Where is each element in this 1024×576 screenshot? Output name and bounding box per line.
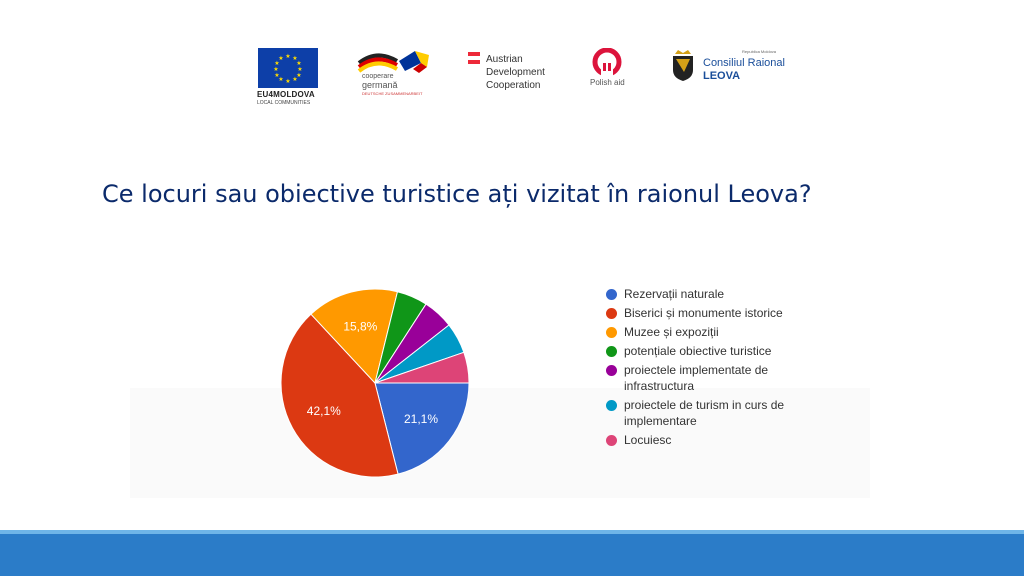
germana-label: germană [362,80,398,90]
eu-flag-icon [258,48,318,88]
svg-text:★: ★ [292,56,298,62]
leova-coat-of-arms-icon [670,50,696,82]
partner-logos [0,40,1024,120]
pie-slice-label-2: 15,8% [343,319,378,334]
legend-item-1 [606,305,826,321]
legend-item-6 [606,432,826,448]
legend-item-3 [606,343,826,359]
legend-swatch-0 [606,289,617,300]
legend-swatch-3 [606,346,617,357]
legend-label-0: Rezervații naturale [624,287,725,301]
legend-label-5: proiectele de turism in curs de implementare [624,398,785,428]
legend-item-5 [606,397,826,429]
svg-text:★: ★ [285,79,291,85]
german-cooperation-icon [357,49,435,73]
svg-text:★: ★ [296,61,302,67]
local-communities-label: LOCAL COMMUNITIES [257,100,311,106]
legend-swatch-5 [606,400,617,411]
footer-bar [0,530,1024,576]
legend-item-4 [606,362,826,394]
republica-moldova-label: Republica Moldova [742,49,777,54]
svg-text:★: ★ [296,73,302,79]
legend-swatch-6 [606,435,617,446]
deutsche-zusammenarbeit-label: DEUTSCHE ZUSAMMENARBEIT [362,91,423,96]
austrian-flag-icon [468,52,480,64]
legend-label-4: proiectele implementate de infrastructura [624,363,769,393]
svg-text:★: ★ [273,67,279,73]
svg-text:★: ★ [278,56,284,62]
leova-label: LEOVA [703,70,741,82]
pie-slice-label-1: 42,1% [306,403,341,418]
polish-aid-icon [592,48,622,76]
pie-slice-label-0: 21,1% [403,411,439,426]
svg-text:★: ★ [274,61,280,67]
legend-label-3: potențiale obiective turistice [624,344,772,358]
consiliul-raional-label: Consiliul Raional [703,57,785,69]
legend-label-2: Muzee și expoziții [624,325,719,339]
polish-aid-label: Polish aid [590,78,625,87]
svg-text:★: ★ [292,77,298,83]
pie-chart [270,283,480,483]
chart-legend [606,286,826,451]
legend-item-0 [606,286,826,302]
legend-swatch-2 [606,327,617,338]
eu4moldova-label: EU4MOLDOVA [257,90,315,99]
legend-label-1: Biserici și monumente istorice [624,306,783,320]
legend-swatch-1 [606,308,617,319]
legend-label-6: Locuiesc [624,433,672,447]
svg-text:★: ★ [274,73,280,79]
svg-text:★: ★ [285,54,291,60]
legend-swatch-4 [606,365,617,376]
slide-title: Ce locuri sau obiective turistice ați vizitat în raionul Leova? [102,180,812,208]
svg-text:★: ★ [297,67,303,73]
austrian-development-cooperation-label: Austrian Development Cooperation [486,54,545,91]
legend-item-2 [606,324,826,340]
cooperare-label: cooperare [362,73,394,80]
svg-text:★: ★ [278,77,284,83]
